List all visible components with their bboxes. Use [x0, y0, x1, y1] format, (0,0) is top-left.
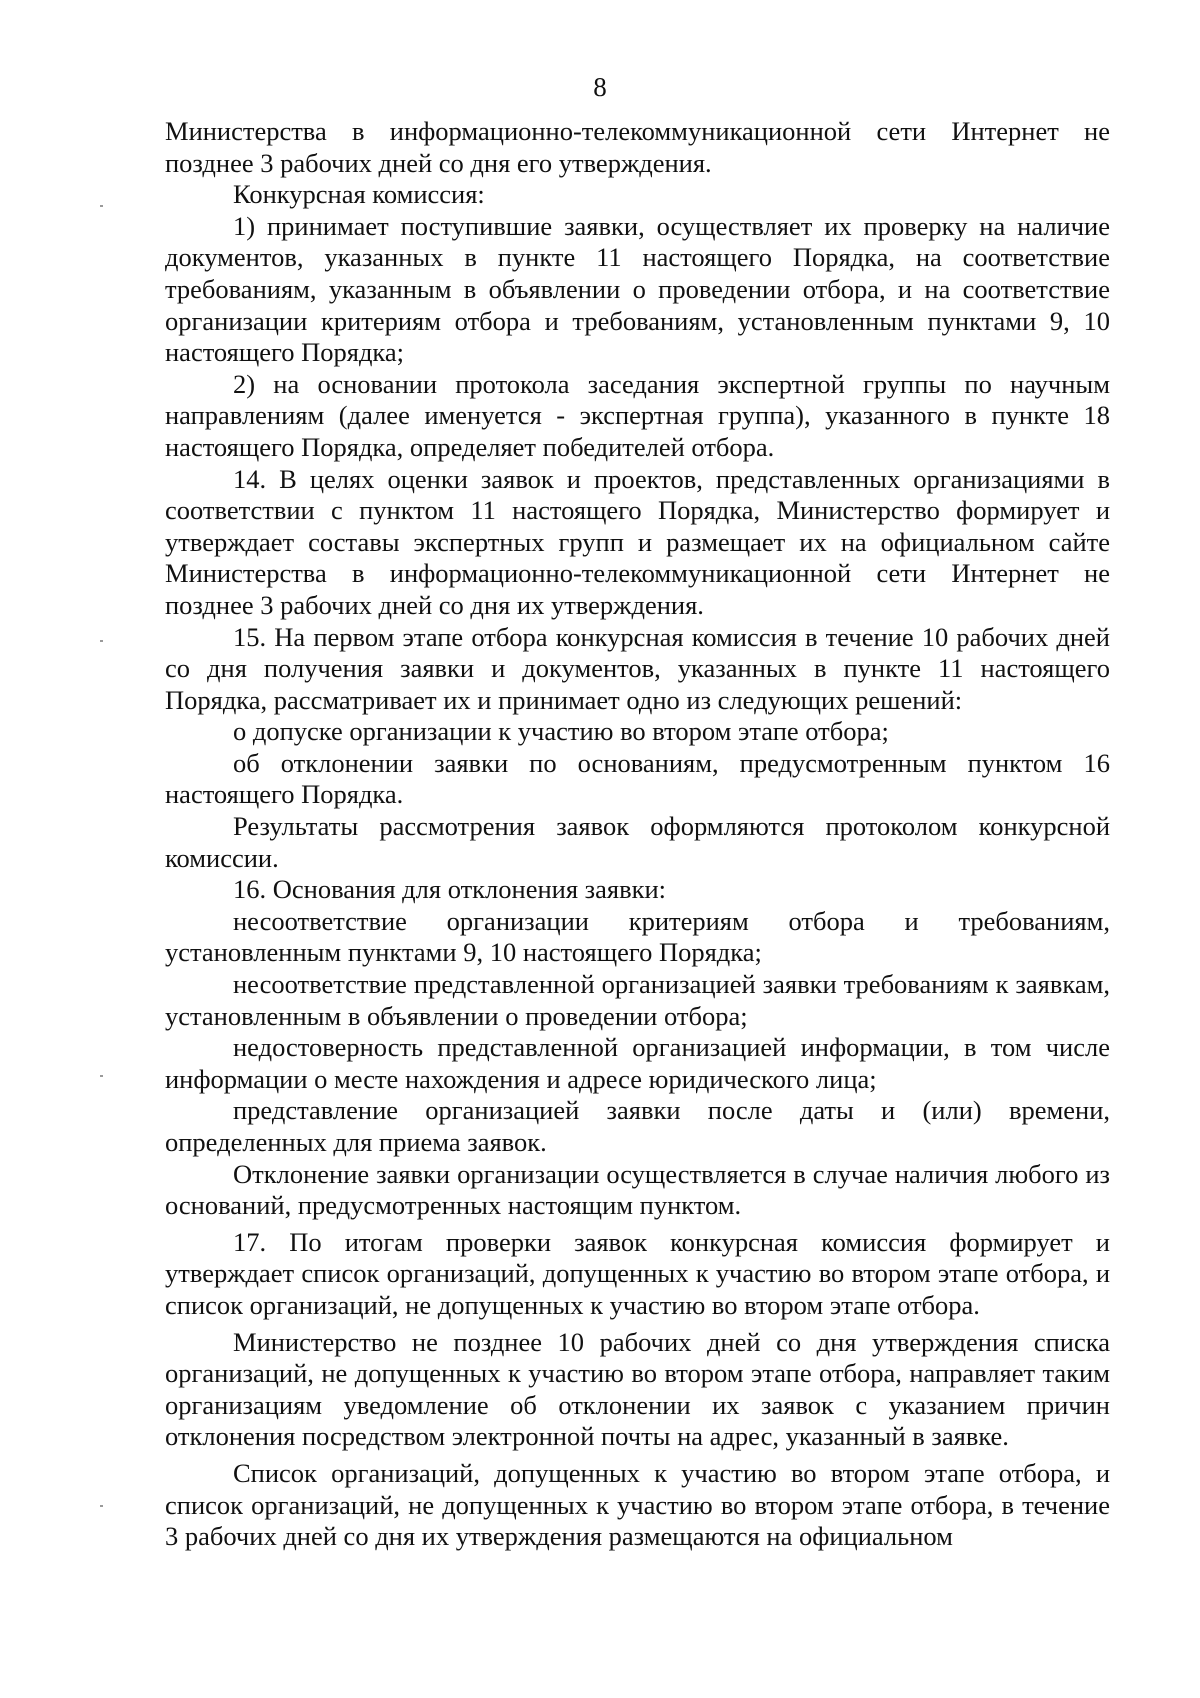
document-body — [165, 116, 1110, 1553]
paragraph-review-results: Результаты рассмотрения заявок оформляются протоколом конкурсной комиссии. — [165, 811, 1110, 873]
paragraph-decision-admit: о допуске организации к участию во втором этапе отбора; — [233, 716, 889, 747]
scan-margin-speck — [100, 1505, 103, 1507]
paragraph-commission-item-1: 1) принимает поступившие заявки, осуществляет их проверку на наличие документов, указанных в пункте 11 настоящего Порядка, на соответствие требованиям, указанным в объявлении о проведении отбора, и на соответствие организации критериям отбора и требованиям, установленным пунктами 9, 10 настоящего Порядка; — [165, 210, 1110, 368]
paragraph-clause-14: 14. В целях оценки заявок и проектов, представленных организациями в соответствии с пунктом 11 настоящего Порядка, Министерство формирует и утверждает составы экспертных групп и размещает их на официальном сайте Министерства в информационно-телекоммуникационной сети Интернет не позднее 3 рабочих дней со дня их утверждения. — [165, 463, 1110, 620]
paragraph-rejection-any-ground: Отклонение заявки организации осуществляется в случае наличия любого из оснований, предусмотренных настоящим пунктом. — [165, 1158, 1110, 1221]
scan-margin-speck — [100, 205, 103, 207]
paragraph-ground-4: представление организацией заявки после даты и (или) времени, определенных для приема заявок. — [165, 1095, 1110, 1157]
paragraph-decision-reject: об отклонении заявки по основаниям, предусмотренным пунктом 16 настоящего Порядка. — [165, 747, 1110, 810]
paragraph-clause-17: 17. По итогам проверки заявок конкурсная комиссия формирует и утверждает список организаций, допущенных к участию во втором этапе отбора, и список организаций, не допущенных к участию во втором этапе отбора. — [165, 1226, 1110, 1320]
scan-margin-speck — [100, 1075, 103, 1077]
paragraph-continuation: Министерства в информационно-телекоммуникационной сети Интернет не позднее 3 рабочих дней со дня его утверждения. — [165, 116, 1110, 178]
paragraph-clause-16: 16. Основания для отклонения заявки: — [233, 874, 667, 905]
paragraph-ground-2: несоответствие представленной организацией заявки требованиям к заявкам, установленным в объявлении о проведении отбора; — [165, 969, 1110, 1031]
page-number: 8 — [593, 72, 607, 102]
scan-margin-speck — [100, 640, 103, 642]
paragraph-ministry-notification: Министерство не позднее 10 рабочих дней со дня утверждения списка организаций, не допущенных к участию во втором этапе отбора, направляет таким организациям уведомление об отклонении их заявок с указанием причин отклонения посредством электронной почты на адрес, указанный в заявке. — [165, 1326, 1110, 1452]
paragraph-clause-15: 15. На первом этапе отбора конкурсная комиссия в течение 10 рабочих дней со дня получения заявки и документов, указанных в пункте 11 настоящего Порядка, рассматривает их и принимает одно из следующих решений: — [165, 621, 1110, 715]
paragraph-ground-3: недостоверность представленной организацией информации, в том числе информации о месте нахождения и адресе юридического лица; — [165, 1032, 1110, 1094]
paragraph-lists-publication: Список организаций, допущенных к участию во втором этапе отбора, и список организаций, не допущенных к участию во втором этапе отбора, в течение 3 рабочих дней со дня их утверждения размещаются на официальном — [165, 1457, 1110, 1552]
paragraph-commission-heading: Конкурсная комиссия: — [233, 179, 485, 210]
paragraph-ground-1: несоответствие организации критериям отбора и требованиям, установленным пунктами 9, 10 настоящего Порядка; — [165, 905, 1110, 968]
paragraph-commission-item-2: 2) на основании протокола заседания экспертной группы по научным направлениям (далее именуется - экспертная группа), указанного в пункте 18 настоящего Порядка, определяет победителей отбора. — [165, 368, 1110, 462]
